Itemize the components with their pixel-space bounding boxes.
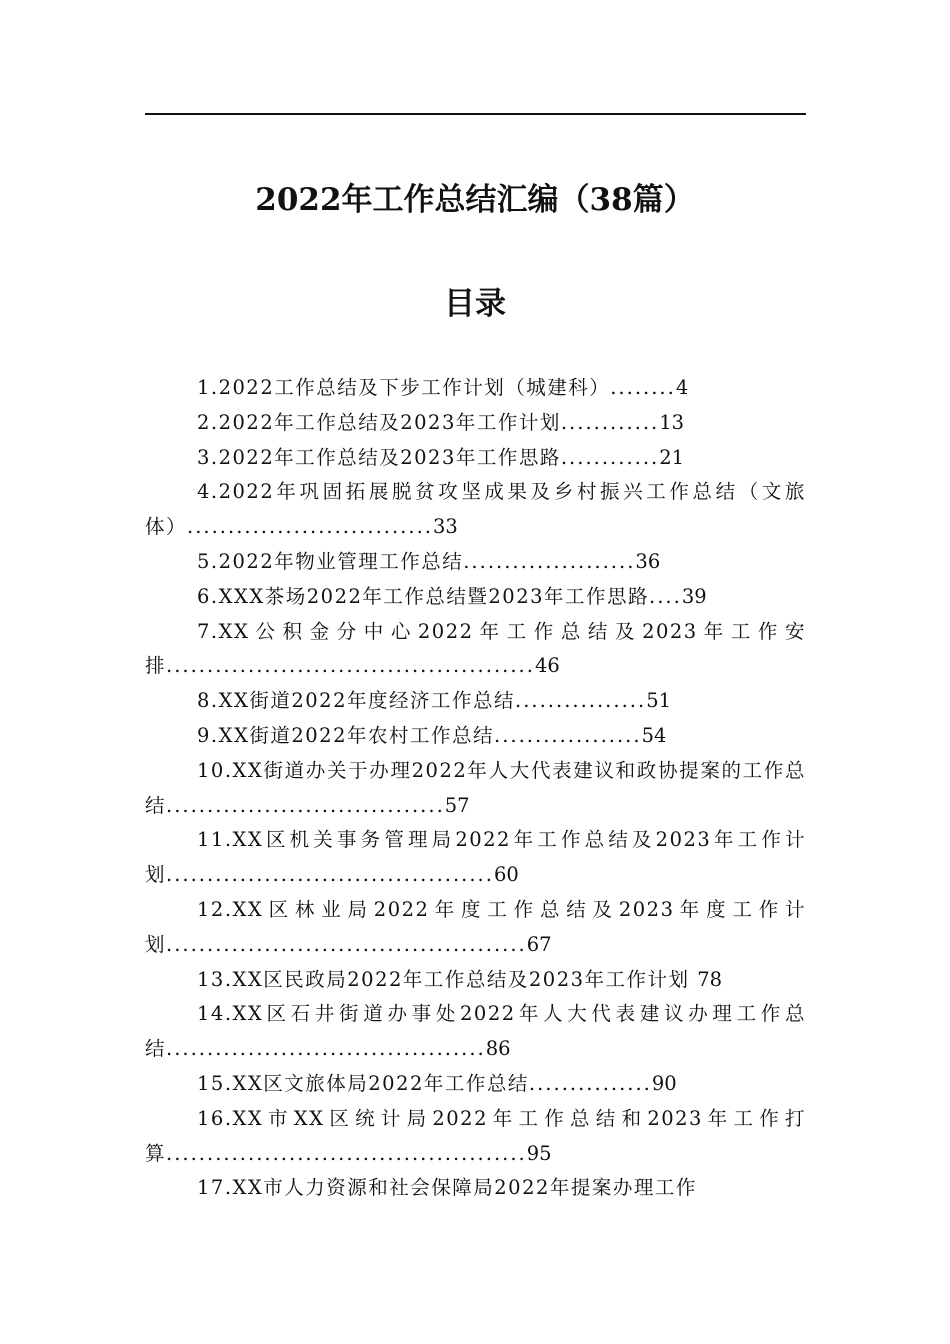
- toc-entry-9[interactable]: [145, 719, 806, 754]
- toc-entry-15[interactable]: [145, 1067, 806, 1102]
- toc-page-number: 13: [659, 410, 685, 434]
- toc-entry-7[interactable]: [145, 615, 806, 685]
- toc-entry-8[interactable]: [145, 684, 806, 719]
- toc-entry-title: 5.2022年物业管理工作总结: [197, 549, 464, 573]
- toc-dot-leader: ............: [560, 410, 660, 434]
- table-of-contents: [145, 371, 806, 1227]
- toc-entry-title: 10.XX街道办关于办理2022年人大代表建议和政协提案的工作总结: [145, 758, 806, 817]
- toc-entry-14[interactable]: [145, 997, 806, 1067]
- toc-entry-title: 13.XX区民政局2022年工作总结及2023年工作计划: [197, 967, 690, 991]
- toc-page-number: 95: [526, 1141, 552, 1165]
- toc-entry-title: 17.XX市人力资源和社会保障局2022年提案办理工作: [197, 1176, 697, 1200]
- toc-dot-leader: ............................................: [166, 1141, 527, 1165]
- toc-page-number: 57: [444, 793, 470, 817]
- toc-page-number: 46: [534, 654, 560, 678]
- toc-dot-leader: .....................: [463, 549, 636, 573]
- toc-dot-leader: ..................................: [166, 793, 445, 817]
- toc-entry-17[interactable]: [145, 1171, 806, 1206]
- header-rule: [145, 113, 806, 115]
- toc-page-number: 78: [697, 967, 723, 991]
- toc-page-number: 67: [526, 932, 552, 956]
- toc-entry-2[interactable]: [145, 406, 806, 441]
- toc-entry-6[interactable]: [145, 580, 806, 615]
- toc-page-number: 21: [659, 445, 685, 469]
- toc-entry-title: 7.XX公积金分中心2022年工作总结及2023年工作安排: [145, 619, 806, 678]
- toc-entry-4[interactable]: [145, 475, 806, 545]
- toc-dot-leader: ............................................: [166, 932, 527, 956]
- toc-entry-12[interactable]: [145, 893, 806, 963]
- toc-dot-leader: ................: [515, 689, 647, 713]
- toc-dot-leader: .......................................: [166, 1037, 486, 1061]
- toc-page-number: 90: [651, 1071, 677, 1095]
- toc-entry-title: 11.XX区机关事务管理局2022年工作总结及2023年工作计划: [145, 828, 806, 887]
- toc-page-number: 33: [432, 515, 458, 539]
- toc-entry-title: 12.XX区林业局2022年度工作总结及2023年度工作计划: [145, 897, 806, 956]
- toc-dot-leader: ..................: [494, 723, 642, 747]
- toc-entry-11[interactable]: [145, 823, 806, 893]
- toc-entry-13[interactable]: [145, 963, 806, 998]
- toc-page-number: 60: [493, 863, 519, 887]
- toc-entry-title: 4.2022年巩固拓展脱贫攻坚成果及乡村振兴工作总结（文旅体）: [145, 480, 806, 539]
- toc-entry-1[interactable]: [145, 371, 806, 406]
- toc-entry-title: 6.XXX茶场2022年工作总结暨2023年工作思路: [197, 584, 650, 608]
- toc-entry-5[interactable]: [145, 545, 806, 580]
- toc-entry-title: 8.XX街道2022年度经济工作总结: [197, 689, 515, 713]
- toc-dot-leader: ....: [649, 584, 682, 608]
- toc-dot-leader: ........: [610, 376, 676, 399]
- toc-entry-title: 15.XX区文旅体局2022年工作总结: [197, 1071, 529, 1095]
- toc-dot-leader: ...............: [528, 1071, 652, 1095]
- toc-page-number: 4: [675, 376, 689, 399]
- toc-dot-leader: .............................................: [166, 654, 535, 678]
- toc-entry-title: 9.XX街道2022年农村工作总结: [197, 723, 494, 747]
- toc-heading: 目录: [444, 286, 506, 322]
- toc-page-number: 86: [485, 1037, 511, 1061]
- toc-page-number: 36: [635, 549, 661, 573]
- toc-dot-leader: ..............................: [187, 515, 433, 539]
- toc-page-number: 54: [641, 723, 667, 747]
- toc-entry-title: 14.XX区石井街道办事处2022年人大代表建议办理工作总结: [145, 1002, 806, 1061]
- toc-page-number: 51: [646, 689, 672, 713]
- toc-entry-16[interactable]: [145, 1102, 806, 1172]
- toc-entry-title: 1.2022工作总结及下步工作计划（城建科）: [197, 376, 611, 399]
- toc-page-number: 39: [681, 584, 707, 608]
- toc-entry-title: 16.XX市XX区统计局2022年工作总结和2023年工作打算: [145, 1106, 806, 1165]
- toc-entry-3[interactable]: [145, 441, 806, 476]
- toc-entry-10[interactable]: [145, 754, 806, 824]
- document-title: 2022年工作总结汇编（38篇）: [255, 182, 695, 218]
- toc-entry-title: 3.2022年工作总结及2023年工作思路: [197, 445, 561, 469]
- toc-dot-leader: ........................................: [166, 863, 494, 887]
- toc-dot-leader: ............: [560, 445, 660, 469]
- toc-entry-title: 2.2022年工作总结及2023年工作计划: [197, 410, 561, 434]
